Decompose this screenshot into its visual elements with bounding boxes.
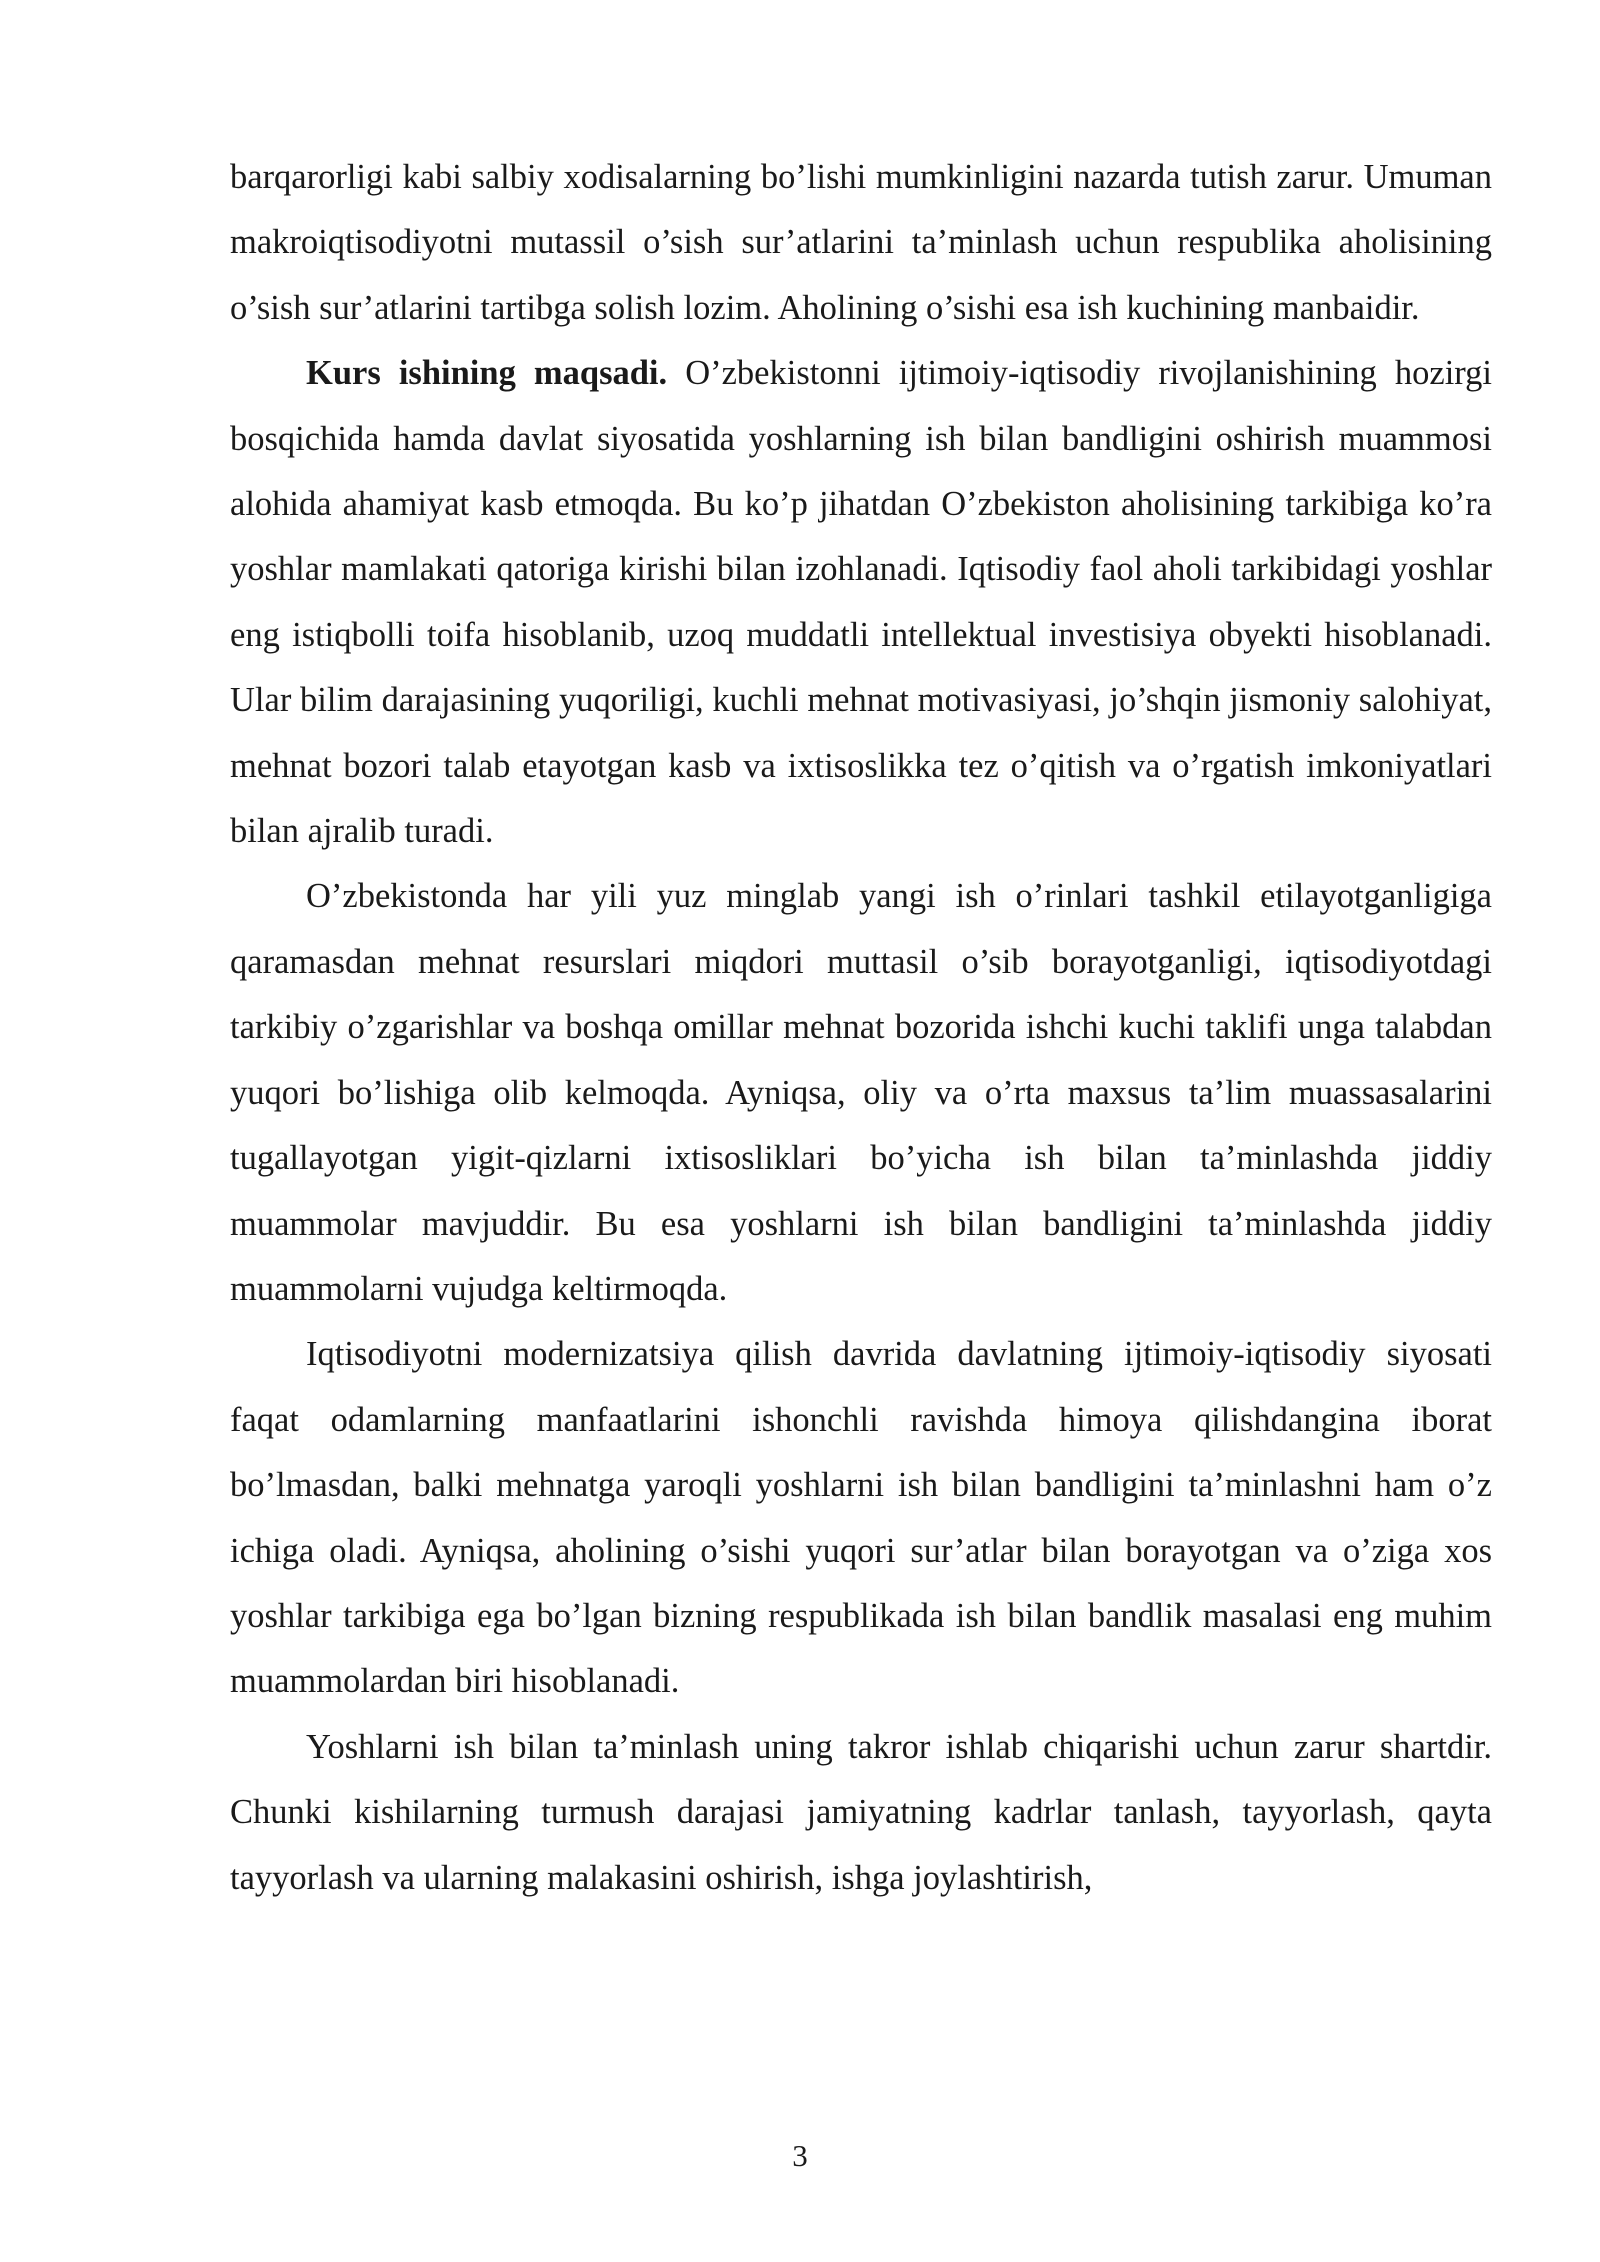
paragraph-text: O’zbekistonda har yili yuz minglab yangi ish o’rinlari tashkil etilayotganligiga qaramasdan mehnat resurslari miqdori muttasil o’sib borayotganligi, iqtisodiyotdagi tarkibiy o’zgarishlar va boshqa omillar mehnat bozorida ishchi kuchi taklifi unga talabdan yuqori bo’lishiga olib kelmoqda. Ayniqsa, oliy va o’rta maxsus ta’lim muassasalarini tugallayotgan yigit-qizlarni ixtisosliklari bo’yicha ish bilan ta’minlashda jiddiy muammolar mavjuddir. Bu esa yoshlarni ish bilan bandligini ta’minlashda jiddiy muammolarni vujudga keltirmoqda. (230, 877, 1492, 1308)
paragraph-continuation (230, 145, 1492, 341)
paragraph-text: barqarorligi kabi salbiy xodisalarning bo’lishi mumkinligini nazarda tutish zarur. Umuman makroiqtisodiyotni mutassil o’sish sur’atlarini ta’minlash uchun respublika aholisining o’sish sur’atlarini tartibga solish lozim. Aholining o’sishi esa ish kuchining manbaidir. (230, 158, 1492, 327)
paragraph-uzbekistan-jobs (230, 864, 1492, 1322)
paragraph-text: O’zbekistonni ijtimoiy-iqtisodiy rivojlanishining hozirgi bosqichida hamda davlat siyosatida yoshlarning ish bilan bandligini oshirish muammosi alohida ahamiyat kasb etmoqda. Bu ko’p jihatdan O’zbekiston aholisining tarkibiga ko’ra yoshlar mamlakati qatoriga kirishi bilan izohlanadi. Iqtisodiy faol aholi tarkibidagi yoshlar eng istiqbolli toifa hisoblanib, uzoq muddatli intellektual investisiya obyekti hisoblanadi. Ular bilim darajasining yuqoriligi, kuchli mehnat motivasiyasi, jo’shqin jismoniy salohiyat, mehnat bozori talab etayotgan kasb va ixtisoslikka tez o’qitish va o’rgatish imkoniyatlari bilan ajralib turadi. (230, 354, 1492, 851)
paragraph-text: Iqtisodiyotni modernizatsiya qilish davrida davlatning ijtimoiy-iqtisodiy siyosati faqat odamlarning manfaatlarini ishonchli ravishda himoya qilishdangina iborat bo’lmasdan, balki mehnatga yaroqli yoshlarni ish bilan bandligini ta’minlashni ham o’z ichiga oladi. Ayniqsa, aholining o’sishi yuqori sur’atlar bilan borayotgan va o’ziga xos yoshlar tarkibiga ega bo’lgan bizning respublikada ish bilan bandlik masalasi eng muhim muammolardan biri hisoblanadi. (230, 1335, 1492, 1701)
paragraph-text: Yoshlarni ish bilan ta’minlash uning takror ishlab chiqarishi uchun zarur shartdir. Chunki kishilarning turmush darajasi jamiyatning kadrlar tanlash, tayyorlash, qayta tayyorlash va ularning malakasini oshirish, ishga joylashtirish, (230, 1727, 1492, 1897)
paragraph-youth-employment (230, 1715, 1492, 1911)
document-body (230, 145, 1492, 1911)
paragraph-course-goal (230, 341, 1492, 864)
paragraph-modernization (230, 1322, 1492, 1714)
page-number: 3 (792, 2138, 808, 2173)
paragraph-bold-lead: Kurs ishining maqsadi. (306, 354, 668, 393)
